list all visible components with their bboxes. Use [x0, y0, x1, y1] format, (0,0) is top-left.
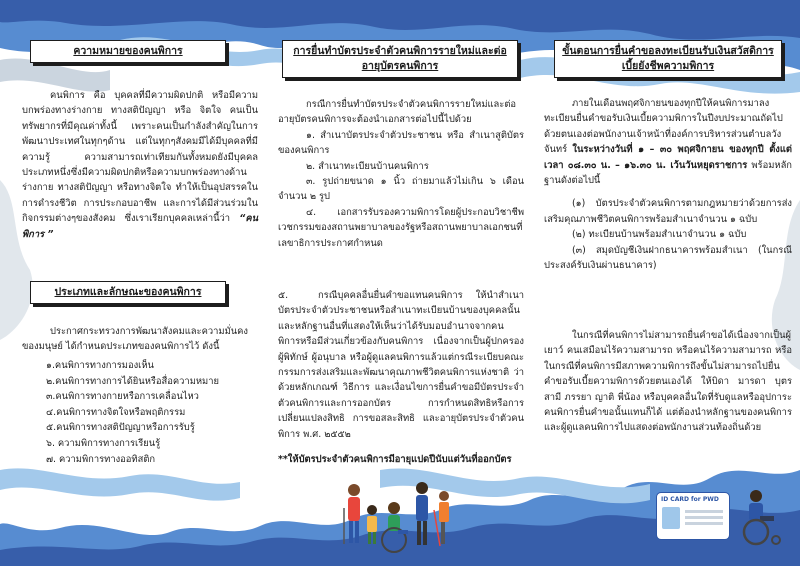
list-item: ๕.คนพิการทางสติปัญญาหรือการรับรู้ [46, 422, 195, 434]
types-intro: ประกาศกระทรวงการพัฒนาสังคมและความมั่นคงของมนุษย์ ได้กำหนดประเภทของคนพิการไว้ ดังนี้ [22, 326, 249, 353]
item5-text: กรณีบุคคลอื่นยื่นคำขอแทนคนพิการ ให้นำสำเนาบัตรประจำตัวประชาชนหรือสำเนาทะเบียนบ้านของบุคคลนั้น และหลักฐานอื่นที่แสดงให้เห็นว่าได้รับมอบอำนาจจากคนพิการหรือมีส่วนเกี่ยวข้องกับคนพิการ เนื่องจากเป็นผู้ปกครอง ผู้พิทักษ์ ผู้อนุบาล หรือผู้ดูแลคนพิการแล้วแต่กรณีระเบียบคณะกรรมการส่งเสริมและพัฒนาคุณภาพชีวิตคนพิการแห่งชาติ ว่าด้วยหลักเกณฑ์ วิธีการ และเงื่อนไขการยื่นคำขอมีบัตรประจำตัวคนพิการและการออกบัตร การกำหนดสิทธิหรือการเปลี่ยนแปลงสิทธิ การขอสละสิทธิ และอายุบัตรประจำตัวคนพิการ พ.ศ. ๒๕๕๒ [278, 290, 524, 440]
registration-suffix: พร้อมหลักฐานดังต่อไปนี้ [544, 159, 792, 187]
registration-dates: ในระหว่างวันที่ ๑ – ๓๐ พฤศจิกายน ของทุกปี ตั้งแต่เวลา ๐๘.๓๐ น. – ๑๖.๓๐ น. เว้นวันหยุดราชการ [544, 144, 792, 171]
panel-card-application [268, 0, 534, 566]
paragraph-proxy-registration [544, 328, 792, 436]
id-card-illustration [656, 492, 730, 540]
list-item: (๑) บัตรประจำตัวคนพิการตามกฎหมายว่าด้วยการส่งเสริมคุณภาพชีวิตคนพิการพร้อมสำเนาจำนวน ๑ ฉบับ [544, 198, 792, 225]
card-intro-text: กรณีการยื่นทำบัตรประจำตัวคนพิการรายใหม่และต่ออายุบัตรคนพิการจะต้องนำเอกสารต่อไปนี้ไปด้วย [278, 99, 517, 126]
list-item: ๗. ความพิการทางออทิสติก [46, 453, 156, 465]
wheelchair-user-illustration [732, 488, 786, 548]
list-item: ๓. รูปถ่ายขนาด ๑ นิ้ว ถ่ายมาแล้วไม่เกิน ๖ เดือน จำนวน ๒ รูป [278, 176, 524, 203]
term-disabled-person: “คนพิการ ” [22, 213, 258, 240]
heading-allowance-registration: ขั้นตอนการยื่นคำขอลงทะเบียนรับเงินสวัสดิการเบี้ยยังชีพความพิการ [554, 40, 782, 78]
paragraph-disability-types [22, 324, 258, 355]
paragraph-registration-period [544, 96, 792, 273]
list-item: ๖. ความพิการทางการเรียนรู้ [46, 437, 161, 449]
panel-allowance-registration [534, 0, 800, 566]
heading-disability-meaning: ความหมายของคนพิการ [30, 40, 226, 63]
note-card-validity: **ให้บัตรประจำตัวคนพิการมีอายุแปดปีนับแต่วันที่ออกบัตร [278, 454, 512, 465]
proxy-registration-text: ในกรณีที่คนพิการไม่สามารถยื่นคำขอได้เนื่องจากเป็นผู้เยาว์ คนเสมือนไร้ความสามารถ หรือคนไร้ความสามารถ หรือในกรณีที่คนพิการมีสภาพความพิการถึงขั้นไม่สามารถไปยื่นคำขอรับเบี้ยความพิการด้วยตนเองได้ ให้บิดา มารดา บุตร สามี ภรรยา ญาติ พี่น้อง หรือบุคคลอื่นใดที่รับดูแลหรืออุปการะคนพิการยื่นคำขอนั้นแทนก็ได้ แต่ต้องนำหลักฐานของคนพิการและผู้ดูแลคนพิการไปแสดงต่อพนักงานส่วนท้องถิ่นด้วย [544, 330, 792, 434]
list-item: ๔.คนพิการทางจิตใจหรือพฤติกรรม [46, 406, 186, 418]
id-card-label: ID CARD for PWD [661, 496, 719, 503]
list-item: ๑. สำเนาบัตรประจำตัวประชาชน หรือ สำเนาสูติบัตรของคนพิการ [278, 129, 524, 157]
item5-number: ๕. [278, 290, 289, 301]
heading-card-application: การยื่นทำบัตรประจำตัวคนพิการรายใหม่และต่ออายุบัตรคนพิการ [282, 40, 518, 78]
id-card-lines [685, 510, 723, 513]
paragraph-proxy-application [278, 288, 524, 442]
list-item: (๒) ทะเบียนบ้านพร้อมสำเนาจำนวน ๑ ฉบับ [572, 229, 747, 241]
id-card-photo [662, 507, 680, 529]
list-item: ๔. เอกสารรับรองความพิการโดยผู้ประกอบวิชาชีพเวชกรรมของสถานพยาบาลของรัฐหรือสถานพยาบาลเอกชนที่เลขาธิการประกาศกำหนด [278, 206, 524, 249]
family-illustration [340, 478, 450, 556]
panel-disability-definition [0, 0, 268, 566]
registration-text: ภายในเดือนพฤศจิกายนของทุกปีให้คนพิการมาลงทะเบียนยื่นคำขอรับเงินเบี้ยความพิการในปีงบประมาณถัดไปด้วยตนเองต่อพนักงานเจ้าหน้าที่องค์การบริหารส่วนตำบลวังจันทร์ [544, 98, 783, 156]
list-item: (๓) สมุดบัญชีเงินฝากธนาคารพร้อมสำเนา (ในกรณีประสงค์รับเงินผ่านธนาคาร) [544, 244, 792, 272]
list-item: ๑.คนพิการทางการมองเห็น [46, 360, 154, 371]
paragraph-disability-meaning-text: คนพิการ คือ บุคคลที่มีความผิดปกติ หรือมีความบกพร่องทางร่างกาย ทางสติปัญญา หรือ จิตใจ คนเป็นทรัพยากรที่มีคุณค่าทั้งนี้ เพราะคนเป็นกำลังสำคัญในการพัฒนาประเทศในทุกๆด้าน แต่ในทุกๆสังคมมีได้มีบุคคลที่มีความรู้ ความสามารถเท่าเทียมกันทั้งหมดยังมีบุคคลประเภทหนึ่งซึ่งมีความผิดปกติหรือความบกพร่องทางด้านร่างกาย ทางสติปัญญา หรือทางจิตใจ ทำให้เป็นอุปสรรคในการดำรงชีวิต การประกอบอาชีพ และการได้มีส่วนร่วมในกิจกรรมต่างๆของสังคม ซึ่งเราเรียกบุคคลเหล่านี้ว่า [22, 90, 258, 225]
list-disability-types [46, 358, 258, 467]
list-item: ๓.คนพิการทางกายหรือการเคลื่อนไหว [46, 391, 199, 403]
paragraph-disability-meaning [22, 88, 258, 242]
list-item: ๒.คนพิการทางการได้ยินหรือสื่อความหมาย [46, 375, 219, 387]
list-item: ๒. สำเนาทะเบียนบ้านคนพิการ [306, 160, 429, 172]
paragraph-card-intro [278, 97, 524, 251]
heading-disability-types: ประเภทและลักษณะของคนพิการ [30, 281, 226, 304]
